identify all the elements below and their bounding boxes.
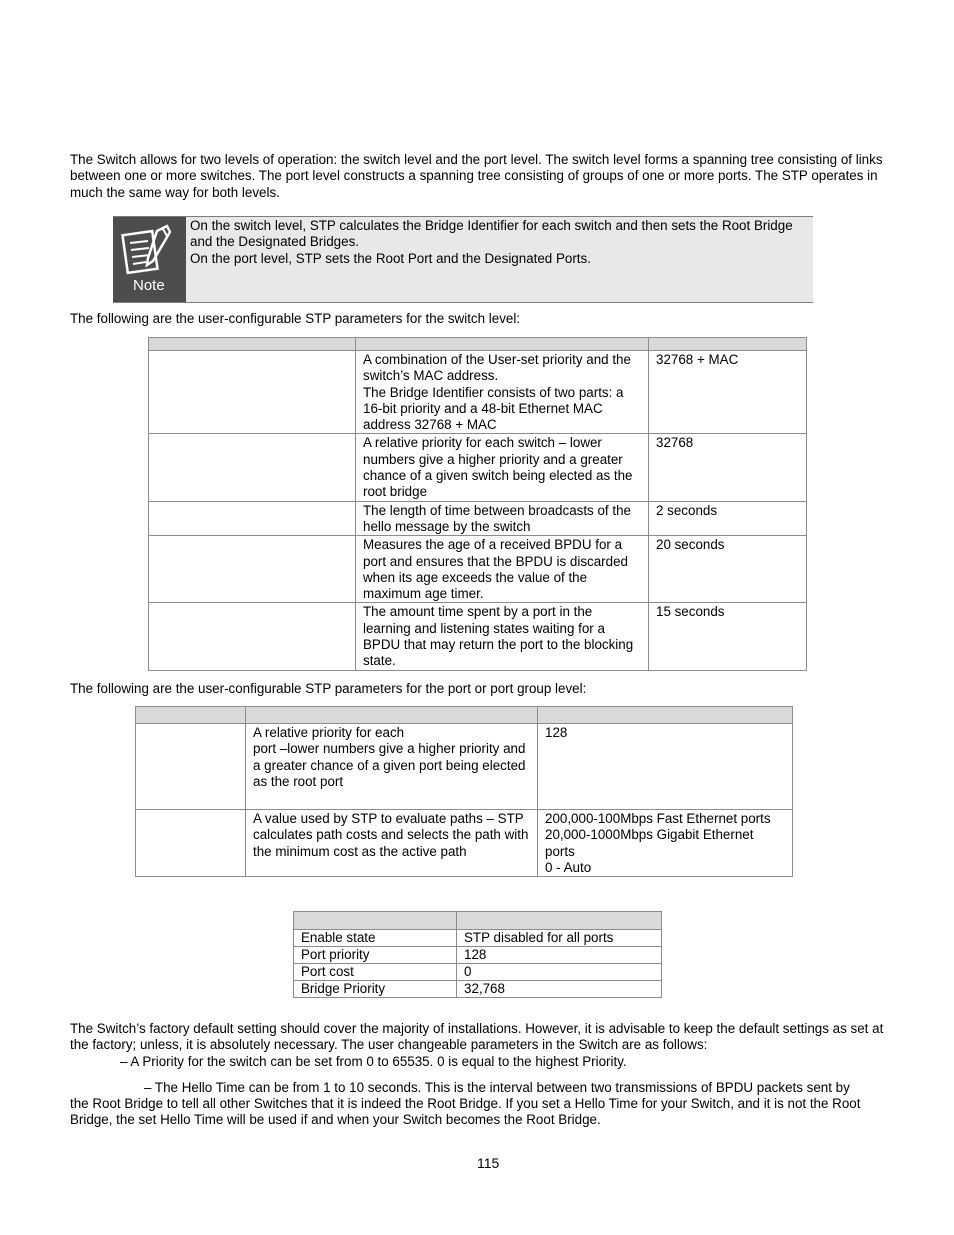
table-header-row [149,338,807,351]
default-cell: 200,000-100Mbps Fast Ethernet ports 20,000-1000Mbps Gigabit Ethernet ports 0 - Auto [538,810,793,877]
note-line: On the switch level, STP calculates the Bridge Identifier for each switch and then sets the Root Bridge and the Designated Bridges. [190,218,793,250]
table-row [294,930,662,947]
description-cell: Measures the age of a received BPDU for a port and ensures that the BPDU is discarded when its age exceeds the value of the maximum age timer. [356,536,649,603]
description-cell: The length of time between broadcasts of the hello message by the switch [356,501,649,536]
table-header-row [294,912,662,930]
setting-name-cell: Port cost [294,964,457,981]
note-line: On the port level, STP sets the Root Port and the Designated Ports. [190,250,591,266]
setting-value-cell: 32,768 [457,981,662,998]
setting-value-cell: 0 [457,964,662,981]
param-cell [149,536,356,603]
default-cell: 32768 [649,434,807,501]
description-cell: A combination of the User-set priority and the switch’s MAC address. The Bridge Identifier consists of two parts: a 16-bit priority and a 48-bit Ethernet MAC address 32768 + MAC [356,351,649,434]
description-cell: The amount time spent by a port in the learning and listening states waiting for a BPDU that may return the port to the blocking state. [356,603,649,670]
page-number: 115 [477,1155,500,1171]
port-level-intro: The following are the user-configurable STP parameters for the port or port group level: [70,681,587,696]
note-icon-label: Note [133,277,165,294]
defaults-table [293,911,662,998]
default-cell: 128 [538,724,793,810]
table-row [294,964,662,981]
description-cell: A relative priority for each port –lower numbers give a higher priority and a greater chance of a given port being elected as the root port [246,724,538,810]
note-box [113,216,813,303]
setting-name-cell: Enable state [294,930,457,947]
param-cell [149,603,356,670]
hello-time-first-line: – The Hello Time can be from 1 to 10 seconds. This is the interval between two transmissions of BPDU packets sent by [144,1080,850,1095]
hello-time-rest: the Root Bridge to tell all other Switches that it is indeed the Root Bridge. If you set a Hello Time for your Switch, and it is not the Root Bridge, the set Hello Time will be used if and when your Switch becomes the Root Bridge. [70,1096,861,1128]
note-text [190,218,805,267]
param-cell [149,501,356,536]
table-row [149,501,807,536]
switch-level-table [148,337,807,671]
setting-value-cell: STP disabled for all ports [457,930,662,947]
table-header-row [136,707,793,724]
table-row [149,351,807,434]
default-cell: 20 seconds [649,536,807,603]
default-cell: 32768 + MAC [649,351,807,434]
switch-level-intro: The following are the user-configurable STP parameters for the switch level: [70,311,521,326]
port-level-table [135,706,793,877]
param-cell [136,724,246,810]
note-icon [113,217,186,302]
setting-value-cell: 128 [457,947,662,964]
factory-default-paragraph: The Switch’s factory default setting should cover the majority of installations. However, it is advisable to keep the default settings as set at the factory; unless, it is absolutely necessary. The user changeable parameters in the Switch are as follows: [70,1021,884,1053]
table-row [136,724,793,810]
description-cell: A relative priority for each switch – lower numbers give a higher priority and a greater chance of a given switch being elected as the root bridge [356,434,649,501]
priority-text: – A Priority for the switch can be set from 0 to 65535. 0 is equal to the highest Priority. [120,1054,627,1069]
description-cell: A value used by STP to evaluate paths – STP calculates path costs and selects the path with the minimum cost as the active path [246,810,538,877]
param-cell [136,810,246,877]
default-cell: 15 seconds [649,603,807,670]
table-row [149,536,807,603]
table-row [294,947,662,964]
intro-paragraph: The Switch allows for two levels of operation: the switch level and the port level. The switch level forms a spanning tree consisting of links between one or more switches. The port level constructs a spanning tree consisting of groups of one or more ports. The STP operates in much the same way for both levels. [70,152,883,200]
setting-name-cell: Bridge Priority [294,981,457,998]
default-cell: 2 seconds [649,501,807,536]
table-row [294,981,662,998]
table-row [136,810,793,877]
setting-name-cell: Port priority [294,947,457,964]
param-cell [149,351,356,434]
param-cell [149,434,356,501]
table-row [149,434,807,501]
table-row [149,603,807,670]
